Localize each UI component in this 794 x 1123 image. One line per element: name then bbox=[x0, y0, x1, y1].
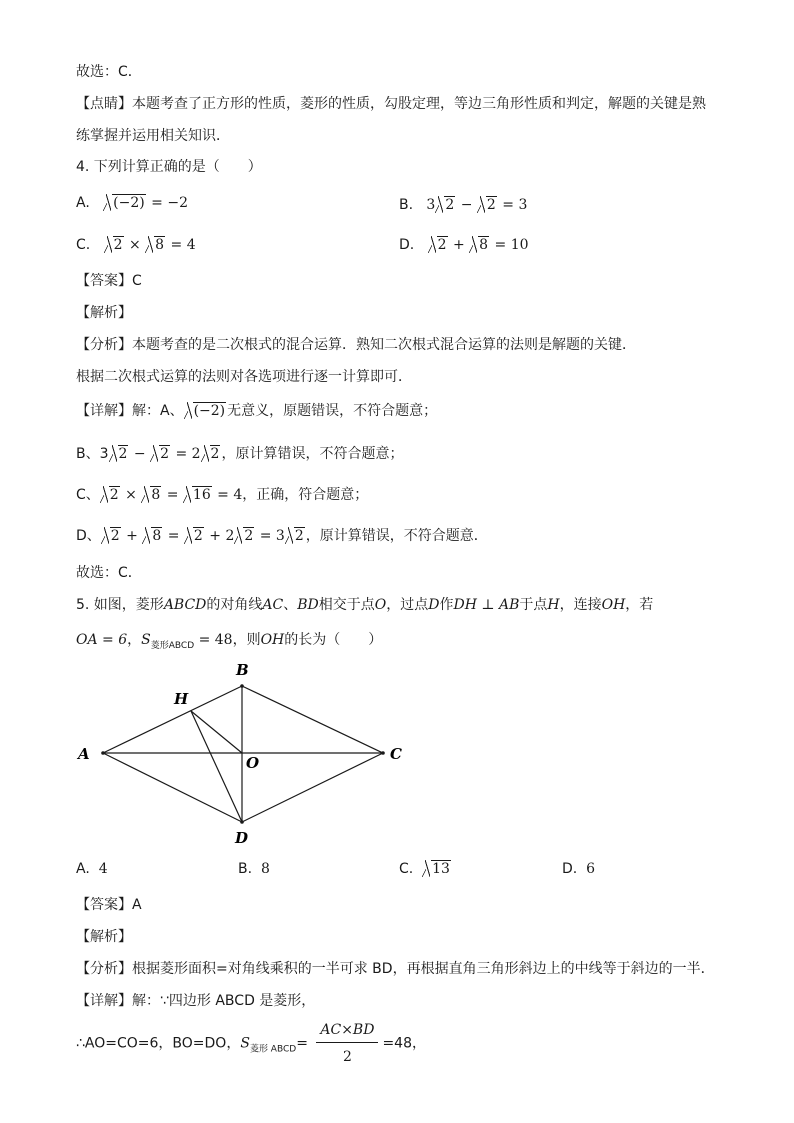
q4-analysis: 【解析】 bbox=[76, 305, 132, 321]
q4-answer: 【答案】C bbox=[76, 273, 142, 289]
q4-detail-b: B、3 2 − 2 = 2 2 ，原计算错误，不符合题意； bbox=[76, 446, 404, 462]
q5-option-b: B. 8 bbox=[238, 861, 270, 877]
segment-dh bbox=[191, 711, 242, 822]
fraction: $\frac{AC\times BD}{2}$ bbox=[316, 1018, 378, 1069]
segment-oh bbox=[191, 711, 242, 753]
q4-detail-d: D、 2 + 8 = 2 + 2 2 = 3 2 ，原计算错误，不符合题意． bbox=[76, 528, 488, 544]
label-o: O bbox=[246, 754, 260, 772]
label-d: D bbox=[235, 829, 249, 847]
point-a bbox=[101, 751, 105, 755]
side-bc bbox=[242, 686, 383, 753]
side-ab bbox=[103, 686, 242, 753]
q4-detail-a: 【详解】解：A、 (−2) 无意义，原题错误，不符合题意； bbox=[76, 403, 438, 419]
q4-stem: 4. 下列计算正确的是（ ） bbox=[76, 159, 262, 175]
q5-option-d: D. 6 bbox=[562, 861, 596, 877]
rhombus-figure bbox=[70, 655, 420, 850]
q5-analysis: 【解析】 bbox=[76, 929, 132, 945]
point-b bbox=[240, 684, 244, 688]
label-a: A bbox=[78, 745, 90, 763]
q4-end: 故选：C． bbox=[76, 565, 142, 581]
q4-fenxi-2: 根据二次根式运算的法则对各选项进行逐一计算即可． bbox=[76, 369, 412, 385]
q4-option-a: A. (−2) = −2 bbox=[76, 195, 188, 211]
label-h: H bbox=[174, 690, 189, 708]
q5-answer: 【答案】A bbox=[76, 897, 142, 913]
label-c: C bbox=[390, 745, 402, 763]
q4-option-d: D. 2 + 8 = 10 bbox=[399, 237, 529, 253]
label-b: B bbox=[236, 661, 249, 679]
q5-option-c: C. 13 bbox=[399, 861, 450, 877]
side-cd bbox=[242, 753, 383, 822]
q4-option-b: B. 3 2 − 2 = 3 bbox=[399, 197, 528, 213]
q5-option-a: A. 4 bbox=[76, 861, 108, 877]
point-c bbox=[381, 751, 385, 755]
side-da bbox=[103, 753, 242, 822]
point-d bbox=[240, 820, 244, 824]
note-line-2: 练掌握并运用相关知识． bbox=[76, 128, 230, 144]
q5-detail-1: 【详解】解：∵四边形 ABCD 是菱形， bbox=[76, 993, 316, 1009]
q5-stem-line-1: 5. 如图，菱形ABCD的对角线AC、BD相交于点O，过点D作DH ⊥ AB于点H，连接OH，若 bbox=[76, 597, 654, 613]
q4-option-c: C. 2 × 8 = 4 bbox=[76, 237, 196, 253]
q5-detail-2: ∴AO=CO=6，BO=DO，$S_{菱形 ABCD}=$ $\frac{AC\times BD}{2}$ =48， bbox=[76, 1018, 426, 1069]
q5-fenxi: 【分析】根据菱形面积=对角线乘积的一半可求 BD，再根据直角三角形斜边上的中线等于斜边的一半． bbox=[76, 961, 715, 977]
q5-stem-line-2: OA = 6，$S_{菱形ABCD} = 48$，则OH的长为（ ） bbox=[76, 632, 383, 651]
note-line-1: 【点睛】本题考查了正方形的性质，菱形的性质，勾股定理，等边三角形性质和判定，解题的关键是熟 bbox=[76, 96, 706, 112]
q4-fenxi: 【分析】本题考查的是二次根式的混合运算．熟知二次根式混合运算的法则是解题的关键． bbox=[76, 337, 636, 353]
conclusion-line: 故选：C． bbox=[76, 64, 142, 80]
sqrt-sign: (−2) bbox=[103, 193, 146, 213]
q4-detail-c: C、 2 × 8 = 16 = 4，正确，符合题意； bbox=[76, 487, 369, 503]
